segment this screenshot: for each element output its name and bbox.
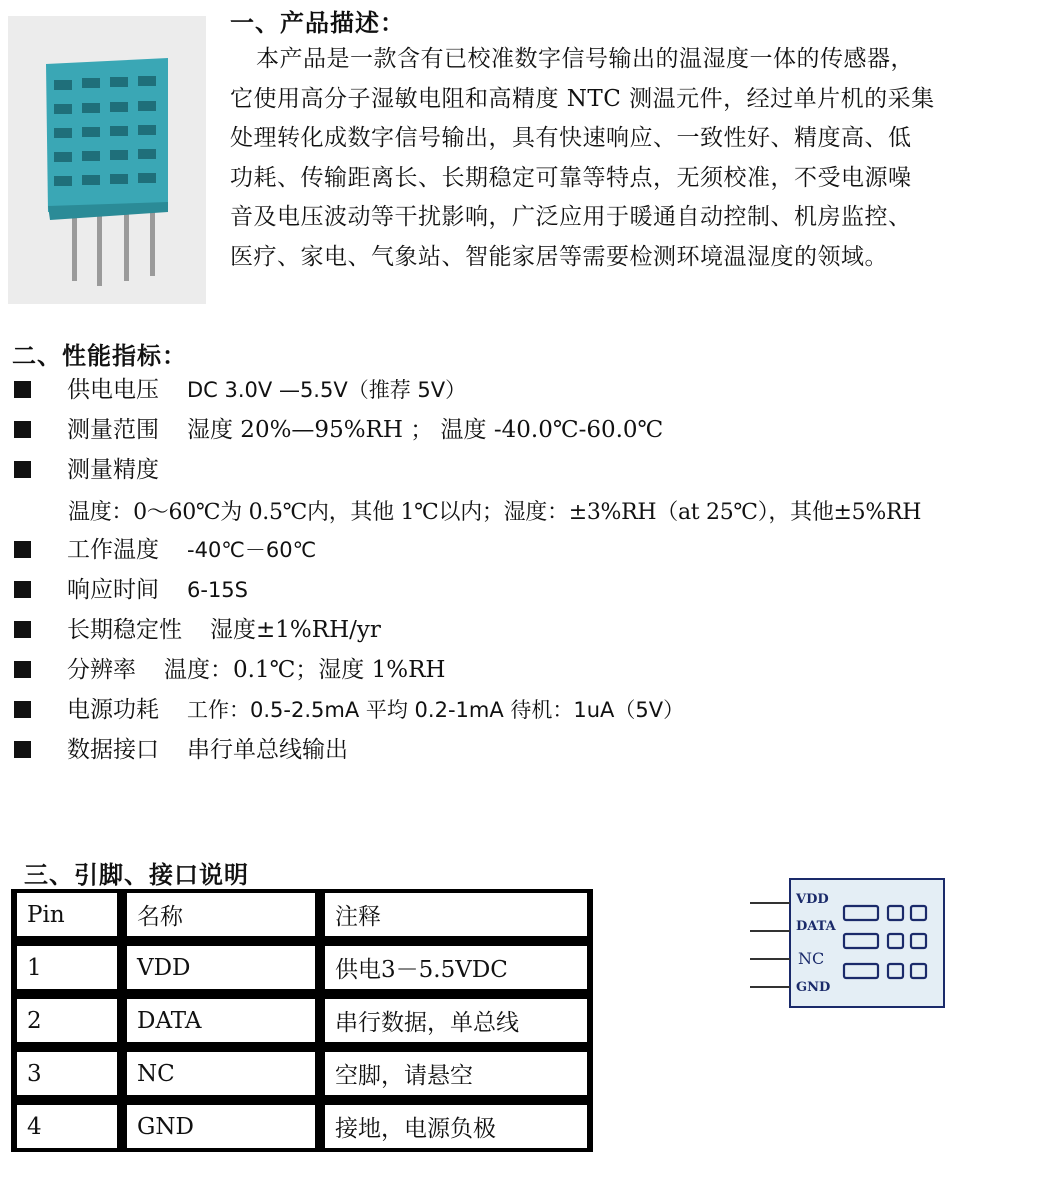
table-cell: 1	[17, 946, 127, 999]
square-bullet-icon	[14, 461, 31, 478]
description-line: 它使用高分子湿敏电阻和高精度 NTC 测温元件，经过单片机的采集	[230, 85, 935, 112]
table-cell: GND	[127, 1105, 325, 1148]
table-cell: DATA	[127, 999, 325, 1052]
spec-item-resolution	[14, 654, 445, 686]
table-cell: 4	[17, 1105, 127, 1148]
table-header-cell: 注释	[325, 893, 587, 946]
square-bullet-icon	[14, 741, 31, 758]
table-cell: 3	[17, 1052, 127, 1105]
spec-label: 长期稳定性	[67, 617, 182, 643]
description-paragraph	[230, 40, 1048, 277]
spec-accuracy-detail: 温度：0～60℃为 0.5℃内，其他 1℃以内；湿度：±3%RH（at 25℃），其他±5%RH	[68, 500, 922, 525]
square-bullet-icon	[14, 701, 31, 718]
table-header-cell: 名称	[127, 893, 325, 946]
square-bullet-icon	[14, 541, 31, 558]
pin-label: NC	[798, 949, 825, 968]
spec-label: 供电电压	[67, 377, 159, 403]
spec-item-stability	[14, 614, 381, 646]
square-bullet-icon	[14, 381, 31, 398]
sensor-photo	[8, 16, 206, 304]
description-line: 本产品是一款含有已校准数字信号输出的温湿度一体的传感器，	[256, 46, 914, 72]
pin-table	[11, 889, 593, 1152]
spec-label: 测量精度	[67, 457, 159, 483]
table-cell: NC	[127, 1052, 325, 1105]
section-title-pins: 三、引脚、接口说明	[24, 860, 249, 889]
spec-label: 工作温度	[67, 537, 159, 563]
table-header-row	[17, 893, 587, 946]
section-title-specs: 二、性能指标：	[12, 341, 187, 370]
spec-item-supply-voltage	[14, 374, 466, 406]
description-line: 处理转化成数字信号输出，具有快速响应、一致性好、精度高、低	[230, 125, 912, 151]
table-header-cell: Pin	[17, 893, 127, 946]
description-line: 医疗、家电、气象站、智能家居等需要检测环境温湿度的领域。	[230, 243, 888, 270]
section-title-description: 一、产品描述：	[230, 8, 405, 37]
spec-value: 湿度±1%RH/yr	[210, 617, 381, 643]
square-bullet-icon	[14, 661, 31, 678]
table-row	[17, 1052, 587, 1105]
spec-item-operating-temp	[14, 534, 316, 566]
table-cell: VDD	[127, 946, 325, 999]
spec-label: 测量范围	[67, 417, 159, 443]
spec-item-power-consumption	[14, 694, 684, 726]
table-row	[17, 999, 587, 1052]
spec-label: 分辨率	[67, 657, 136, 683]
table-cell: 串行数据，单总线	[325, 999, 587, 1052]
spec-value: 湿度 20%—95%RH ； 温度 -40.0℃-60.0℃	[187, 417, 664, 443]
pin-diagram	[750, 878, 950, 1017]
table-row	[17, 946, 587, 999]
table-row	[17, 1105, 587, 1148]
spec-item-accuracy	[14, 454, 187, 486]
spec-item-measure-range	[14, 414, 663, 446]
spec-value: 6-15S	[187, 578, 248, 602]
square-bullet-icon	[14, 581, 31, 598]
table-cell: 接地，电源负极	[325, 1105, 587, 1148]
pin-label: VDD	[796, 892, 829, 907]
spec-value: 工作：0.5-2.5mA 平均 0.2-1mA 待机：1uA（5V）	[187, 698, 685, 722]
description-line: 音及电压波动等干扰影响，广泛应用于暖通自动控制、机房监控、	[230, 204, 912, 230]
spec-item-response-time	[14, 574, 248, 606]
pin-label: GND	[796, 980, 831, 995]
spec-label: 响应时间	[67, 577, 159, 603]
spec-item-data-interface	[14, 734, 348, 766]
table-cell: 2	[17, 999, 127, 1052]
spec-value: DC 3.0V —5.5V（推荐 5V）	[187, 378, 467, 402]
spec-label: 电源功耗	[67, 697, 159, 723]
spec-value: 串行单总线输出	[187, 737, 348, 763]
description-line: 功耗、传输距离长、长期稳定可靠等特点，无须校准，不受电源噪	[230, 164, 912, 191]
spec-value: -40℃－60℃	[187, 538, 317, 562]
table-cell: 供电3－5.5VDC	[325, 946, 587, 999]
spec-label: 数据接口	[67, 737, 159, 763]
table-cell: 空脚，请悬空	[325, 1052, 587, 1105]
spec-value: 温度：0.1℃；湿度 1%RH	[164, 657, 446, 683]
square-bullet-icon	[14, 621, 31, 638]
square-bullet-icon	[14, 421, 31, 438]
pin-label: DATA	[796, 919, 836, 934]
